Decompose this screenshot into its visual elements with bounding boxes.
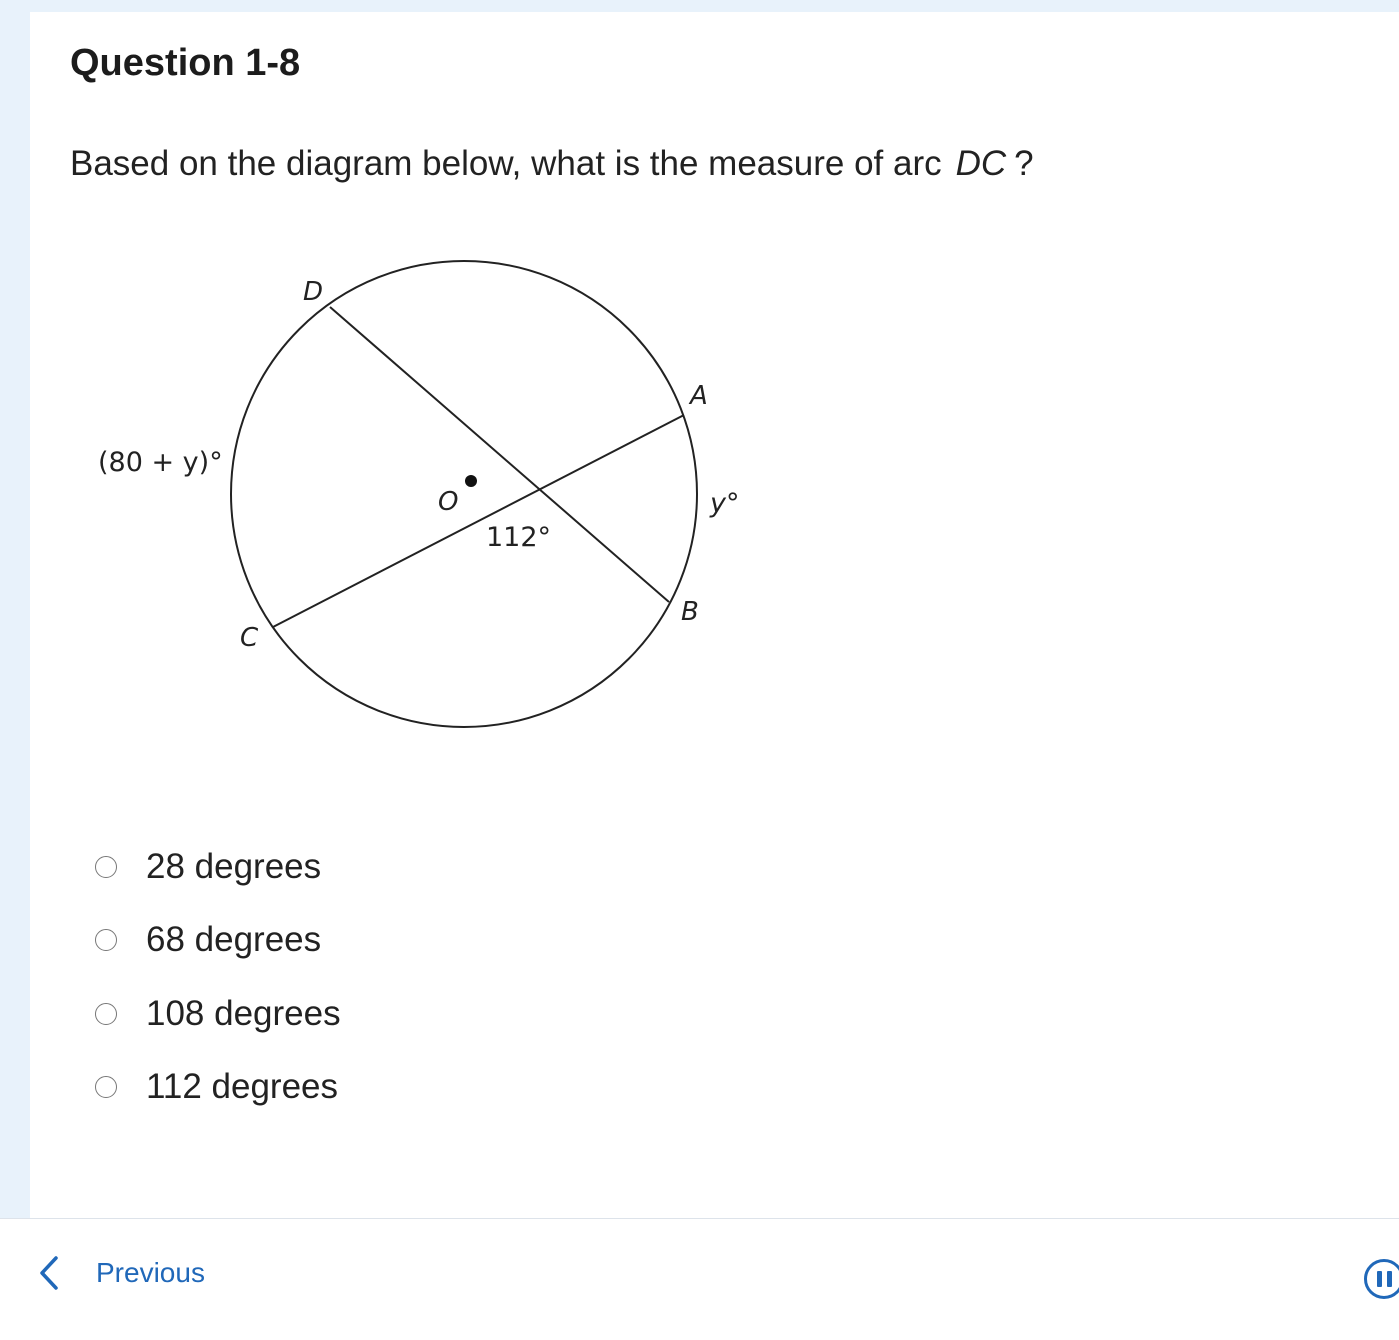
angle-label: 112° [486, 522, 552, 553]
pause-button[interactable] [1364, 1259, 1399, 1299]
pause-icon [1377, 1271, 1382, 1287]
radio-button[interactable] [95, 1076, 117, 1098]
arc-left-label: (80 + y)° [98, 447, 223, 478]
radio-button[interactable] [95, 929, 117, 951]
arc-right-label: y° [710, 488, 740, 519]
label-d: D [303, 277, 324, 307]
option-label: 68 degrees [146, 920, 322, 960]
prompt-text: Based on the diagram below, what is the measure of arc [70, 144, 942, 183]
center-dot [465, 475, 477, 487]
prompt-question-mark: ? [1014, 144, 1034, 183]
answer-option[interactable] [90, 904, 341, 978]
chevron-left-icon [36, 1255, 62, 1291]
circle [231, 261, 697, 727]
chord-ca [273, 415, 684, 627]
previous-label: Previous [96, 1257, 205, 1288]
footer-bar [0, 1218, 1399, 1340]
radio-button[interactable] [95, 1003, 117, 1025]
question-card [30, 12, 1399, 1218]
option-label: 28 degrees [146, 846, 322, 886]
label-b: B [681, 597, 699, 627]
pause-icon-bar [1387, 1271, 1392, 1287]
radio-button[interactable] [95, 856, 117, 878]
answer-options [90, 830, 341, 1124]
label-a: A [690, 381, 708, 411]
answer-option[interactable] [90, 977, 341, 1051]
label-c: C [240, 623, 259, 653]
answer-option[interactable] [90, 830, 341, 904]
previous-button[interactable] [36, 1255, 205, 1291]
option-label: 108 degrees [146, 993, 341, 1033]
circle-diagram [60, 240, 780, 740]
prompt-arc-name: DC [955, 144, 1007, 183]
chord-db [330, 307, 669, 602]
answer-option[interactable] [90, 1051, 341, 1125]
option-label: 112 degrees [146, 1067, 339, 1107]
label-o: O [438, 487, 459, 517]
question-title: Question 1-8 [70, 42, 301, 84]
question-prompt [70, 144, 1034, 184]
